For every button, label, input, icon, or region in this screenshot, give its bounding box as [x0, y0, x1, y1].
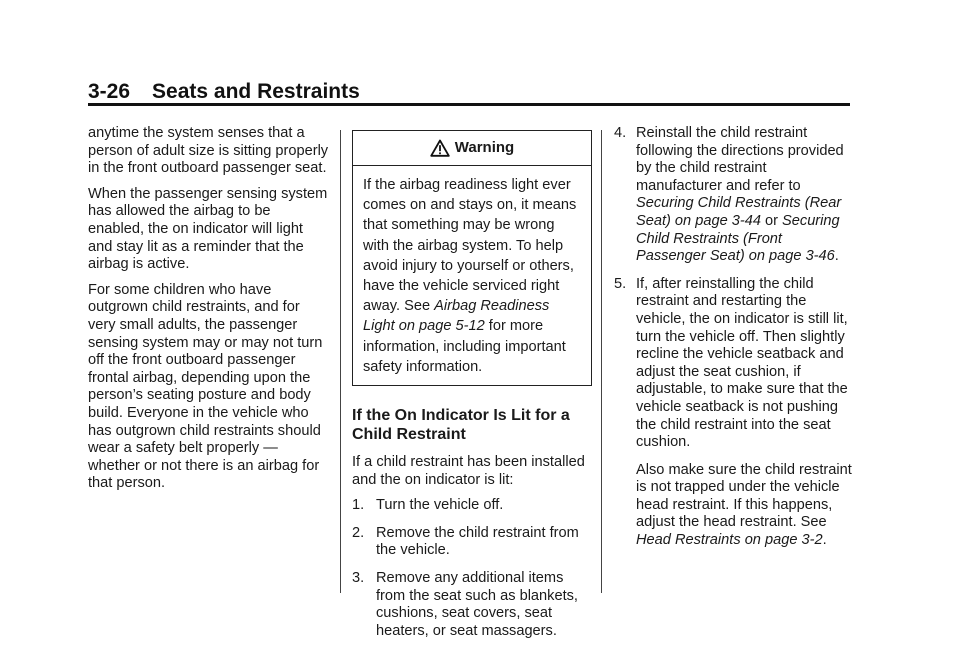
warning-text: If the airbag readiness light ever comes on and stays on, it means that something may be wrong with the airbag system. To help avoid injury to yourself or others, have the vehicle serviced right away. See Airbag Readiness Light on page 5-12 for more information, including important safety information. [363, 177, 577, 375]
column-left [88, 125, 330, 501]
steps-list [614, 125, 854, 550]
header-rule [88, 103, 850, 106]
paragraph: anytime the system senses that a person of adult size is sitting properly in the front outboard passenger seat. [88, 125, 329, 177]
step-item: 1. Turn the vehicle off. [352, 497, 504, 514]
step-item: 3. Remove any additional items from the seat such as blankets, cushions, seat covers, seat heaters, or seat massagers. [352, 570, 578, 639]
section-intro: If a child restraint has been installed and the on indicator is lit: [352, 454, 585, 488]
step-item: 4. Reinstall the child restraint following the directions provided by the child restraint manufacturer and refer to Securing Child Restraints (Rear Seat) on page 3-44 or Securing Child Restraints (Front Passenger Seat) on page 3-46. [614, 125, 844, 265]
column-divider [601, 130, 602, 593]
reference-link[interactable]: Securing Child Restraints (Front Passenger Seat) on page 3-46 [636, 212, 840, 265]
warning-title: Warning [454, 139, 515, 157]
paragraph: For some children who have outgrown child restraints, and for very small adults, the passenger sensing system may or may not turn off the front outboard passenger frontal airbag, depending upon the person’s seating posture and body build. Everyone in the vehicle who has outgrown child restraints should wear a safety belt properly — whether or not there is an airbag for that person. [88, 281, 323, 492]
steps-list [352, 497, 592, 640]
warning-triangle-icon [430, 139, 450, 157]
section-heading: If the On Indicator Is Lit for a Child Restraint [352, 407, 570, 444]
column-right [614, 125, 854, 560]
page-number: 3-26 [88, 80, 131, 103]
step-item: 2. Remove the child restraint from the vehicle. [352, 524, 579, 559]
reference-link[interactable]: Head Restraints on page 3-2 [636, 532, 823, 549]
column-divider [340, 130, 341, 593]
warning-box [352, 130, 592, 386]
column-middle [352, 125, 592, 650]
page-header [88, 80, 360, 104]
reference-link[interactable]: Securing Child Restraints (Rear Seat) on page 3-44 [636, 195, 842, 229]
warning-reference-link[interactable]: Airbag Readiness Light on page 5-12 [363, 298, 550, 335]
warning-header [353, 131, 591, 166]
step-item: 5. If, after reinstalling the child restraint and restarting the vehicle, the on indicator is still lit, turn the vehicle off. Then slightly recline the vehicle seatback and adjust the seat cushion, if adjustable, to make sure that the vehicle seatback is not pushing the child restraint into the seat cushion. Also make sure the child restraint is not trapped under the vehicle head restraint. If this happens, adjust the head restraint. See Head Restraints on page 3-2. [614, 275, 852, 549]
section-title: Seats and Restraints [152, 80, 360, 103]
paragraph: When the passenger sensing system has allowed the airbag to be enabled, the on indicator will light and stay lit as a reminder that the airbag is active. [88, 185, 328, 273]
